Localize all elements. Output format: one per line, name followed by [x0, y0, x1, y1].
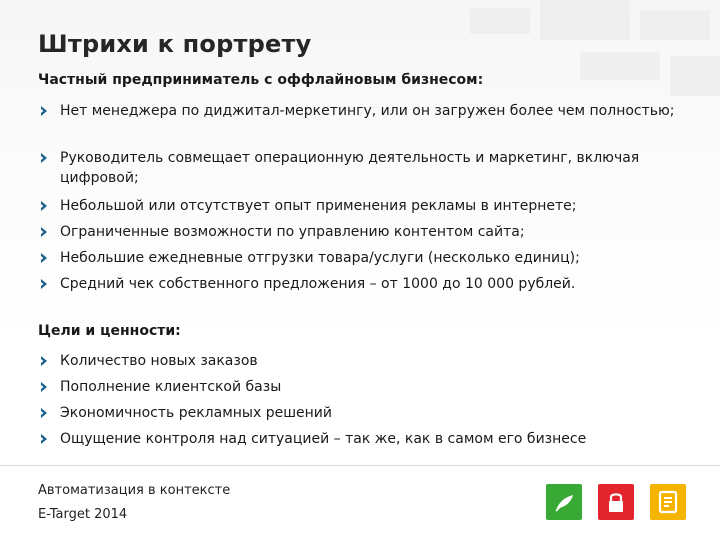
chevron-right-icon	[39, 382, 49, 392]
chevron-right-icon	[39, 153, 49, 163]
chevron-right-icon	[39, 227, 49, 237]
list-item	[38, 248, 678, 268]
list-item-text: Ограниченные возможности по управлению контентом сайта;	[60, 224, 525, 240]
list-item	[38, 196, 678, 216]
portrait-list	[38, 101, 678, 294]
list-item-text: Небольшой или отсутствует опыт применения рекламы в интернете;	[60, 198, 577, 214]
chevron-right-icon	[39, 106, 49, 116]
list-item-text: Пополнение клиентской базы	[60, 379, 282, 395]
list-item-text: Количество новых заказов	[60, 353, 258, 369]
slide-title: Штрихи к портрету	[38, 30, 312, 58]
list-item	[38, 101, 678, 141]
green-badge	[546, 484, 582, 520]
chevron-right-icon	[39, 408, 49, 418]
list-item-text: Ощущение контроля над ситуацией – так же, как в самом его бизнесе	[60, 431, 587, 447]
list-item	[38, 148, 678, 188]
list-item	[38, 403, 678, 423]
chevron-right-icon	[39, 356, 49, 366]
list-item-text: Нет менеджера по диджитал-меркетингу, или он загружен более чем полностью;	[60, 103, 675, 119]
chevron-right-icon	[39, 201, 49, 211]
footer-caption: Автоматизация в контексте	[38, 483, 231, 498]
leaf-icon	[546, 484, 582, 520]
list-item-text: Экономичность рекламных решений	[60, 405, 332, 421]
document-icon	[650, 484, 686, 520]
list-item	[38, 429, 678, 449]
chevron-right-icon	[39, 434, 49, 444]
yellow-badge	[650, 484, 686, 520]
red-badge	[598, 484, 634, 520]
chevron-right-icon	[39, 253, 49, 263]
section-heading-goals: Цели и ценности:	[38, 323, 181, 339]
lock-icon	[598, 484, 634, 520]
list-item-text: Средний чек собственного предложения – от 1000 до 10 000 рублей.	[60, 276, 576, 292]
footer-event: E-Target 2014	[38, 507, 128, 522]
section-heading-portrait: Частный предприниматель с оффлайновым бизнесом:	[38, 72, 484, 88]
list-item	[38, 377, 678, 397]
goals-list	[38, 351, 678, 449]
list-item	[38, 274, 678, 294]
list-item-text: Руководитель совмещает операционную деятельность и маркетинг, включая цифровой;	[60, 150, 640, 186]
list-item-text: Небольшие ежедневные отгрузки товара/услуги (несколько единиц);	[60, 250, 580, 266]
list-item	[38, 222, 678, 242]
list-item	[38, 351, 678, 371]
chevron-right-icon	[39, 279, 49, 289]
